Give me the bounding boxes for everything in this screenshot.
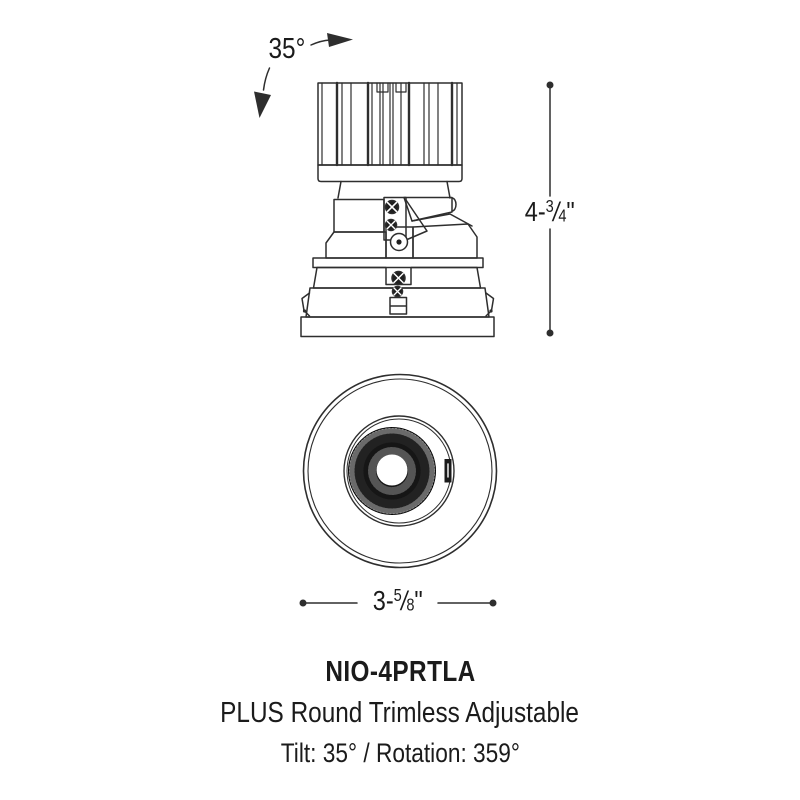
width-dimension-label <box>336 585 460 617</box>
width-dim-unit: " <box>414 585 424 617</box>
locking-tab <box>445 459 452 483</box>
width-dim-whole: 3- <box>372 585 394 617</box>
width-dim-slash: / <box>401 586 408 617</box>
spring-clip-left <box>303 309 306 312</box>
tilt-angle-value: 35° <box>268 33 306 65</box>
tilt-angle-label <box>252 33 322 66</box>
height-dimension-label <box>488 196 612 228</box>
height-dim-slash: / <box>553 197 560 228</box>
heatsink-fins <box>322 83 457 165</box>
lens-aperture <box>377 455 408 486</box>
height-dim-unit: " <box>566 196 576 228</box>
adjustment-screw-icon <box>392 272 405 285</box>
product-name: PLUS Round Trimless Adjustable <box>220 697 580 729</box>
mounting-gimbal <box>326 198 477 259</box>
product-model: NIO-4PRTLA <box>324 656 476 688</box>
heatsink-base <box>318 165 462 182</box>
width-dim-denominator: 8 <box>406 594 415 615</box>
fixture-neck <box>338 182 450 199</box>
height-dim-whole: 4- <box>524 196 546 228</box>
spring-clip-right <box>489 309 492 312</box>
front-view <box>304 375 497 568</box>
aperture-baffle <box>349 428 436 515</box>
adjustment-screw-icon <box>386 220 397 231</box>
pivot-point-marker <box>391 234 408 251</box>
product-adjustability-spec: Tilt: 35° / Rotation: 359° <box>280 738 520 768</box>
trim-housing <box>301 258 494 337</box>
tilt-arrow-down-icon <box>254 68 271 118</box>
height-dim-denominator: 4 <box>558 205 567 226</box>
trim-base-plate <box>301 317 494 337</box>
adjustment-screw-icon <box>393 287 403 297</box>
height-dim-numerator: 3 <box>545 196 555 216</box>
adjustment-screw-icon <box>386 201 399 214</box>
heatsink <box>318 83 462 182</box>
width-dim-numerator: 5 <box>393 585 403 605</box>
